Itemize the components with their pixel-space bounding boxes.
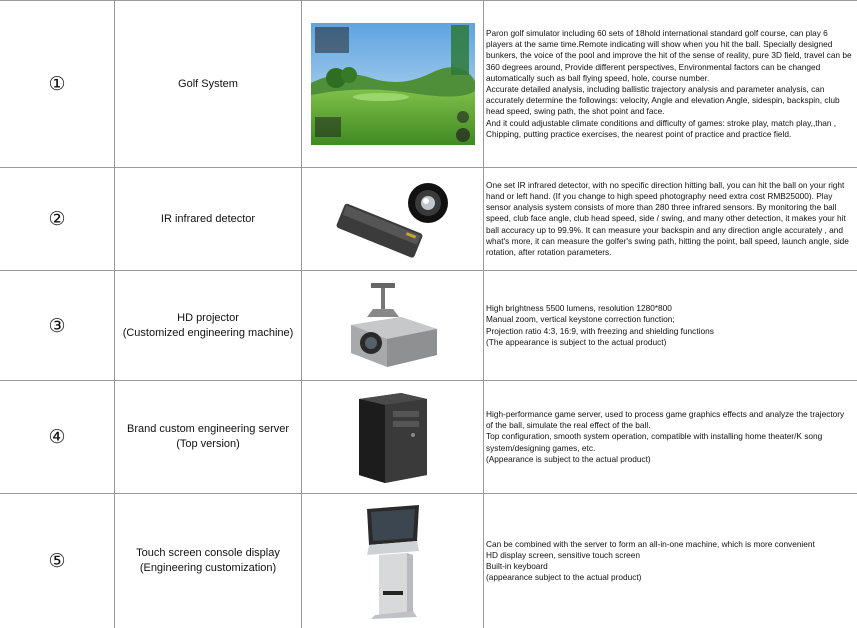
- number-cell: [0, 168, 115, 270]
- image-cell: [302, 1, 484, 167]
- number-cell: [0, 381, 115, 493]
- item-name: Touch screen console display (Engineering customization): [136, 547, 280, 574]
- item-name: Brand custom engineering server (Top version): [126, 423, 290, 450]
- name-cell: [115, 168, 302, 270]
- item-name: IR infrared detector: [160, 212, 256, 225]
- number-cell: [0, 271, 115, 380]
- ceiling-projector: [343, 281, 443, 371]
- image-cell: [302, 494, 484, 628]
- name-cell: [115, 1, 302, 167]
- number-cell: [0, 494, 115, 628]
- table-row: [0, 271, 857, 381]
- row-number: ⑤: [48, 550, 66, 572]
- table-row: [0, 381, 857, 494]
- item-description: High-performance game server, used to process game graphics effects and analyze the trajectory of the ball, simulate the real effect of the ball. Top configuration, smooth system operation, compatible with installing home theater/K song system/designing games, etc. (Appearance is subject to the actual product): [486, 408, 845, 464]
- golf-simulator-screenshot: [311, 23, 475, 145]
- image-cell: [302, 271, 484, 380]
- name-cell: [115, 271, 302, 380]
- description-cell: [484, 1, 857, 167]
- name-cell: [115, 494, 302, 628]
- row-number: ③: [48, 314, 66, 337]
- table-row: [0, 0, 857, 168]
- server-tower: [355, 389, 431, 485]
- item-description: High brightness 5500 lumens, resolution 1280*800 Manual zoom, vertical keystone correction function; Projection ratio 4:3, 16:9, with freezing and shielding functions (The appearance is subject to the actual product): [486, 303, 714, 347]
- item-description: Paron golf simulator including 60 sets of 18hold international standard golf course, can play 6 players at the same time.Remote indicating will show when you hit the ball. Specially designed bunkers, the voice of the pool and improve the hit of the sense of reality, pure 3D field, travel can be 360 degrees around, Provide different perspectives, Environmental factors can be changed automatically such as ball flying speed, hole, course number. Accurate detailed analysis, including ballistic trajectory analysis and parameter analysis, can accurately determine the followings: velocity, Angle and elevation Angle, sidespin, backspin, club head speed, swing path, the shot point and face. And it could adjustable climate conditions and difficulty of games: stroke play, match play,,than , Chipping, putting practice exercises, the nearest point of practice and practice field.: [486, 27, 852, 139]
- name-cell: [115, 381, 302, 493]
- image-cell: [302, 381, 484, 493]
- description-cell: [484, 271, 857, 380]
- ir-detector-and-camera: [328, 177, 458, 261]
- description-cell: [484, 381, 857, 493]
- row-number: ④: [48, 426, 66, 448]
- item-name: HD projector (Customized engineering machine): [122, 311, 294, 339]
- table-row: [0, 168, 857, 271]
- touch-kiosk: [357, 503, 429, 619]
- row-number: ①: [48, 73, 66, 95]
- description-cell: [484, 494, 857, 628]
- item-description: Can be combined with the server to form an all-in-one machine, which is more convenient HD display screen, sensitive touch screen Built-in keyboard (appearance subject to the actual product): [486, 538, 815, 583]
- table-row: [0, 494, 857, 628]
- item-name: Golf System: [178, 77, 238, 90]
- row-number: ②: [48, 208, 66, 230]
- image-cell: [302, 168, 484, 270]
- number-cell: [0, 1, 115, 167]
- item-description: One set IR infrared detector, with no specific direction hitting ball, you can hit the ball on your right hand or left hand. (If you change to high speed photography need extra cost RMB25000). Play sensor analysis system consists of more than 280 three infrared sensors. By monitoring the ball speed, club face angle, club head speed, side / swing, and many other detection, it makes your hit ball accuracy up to 99.9%. It can measure your backspin and any direction angle accurately , and what's more, it can measure the golfer's swing path, hitting the point, ball speed, launch angle, side rotation, after rotation parameters.: [486, 179, 849, 257]
- description-cell: [484, 168, 857, 270]
